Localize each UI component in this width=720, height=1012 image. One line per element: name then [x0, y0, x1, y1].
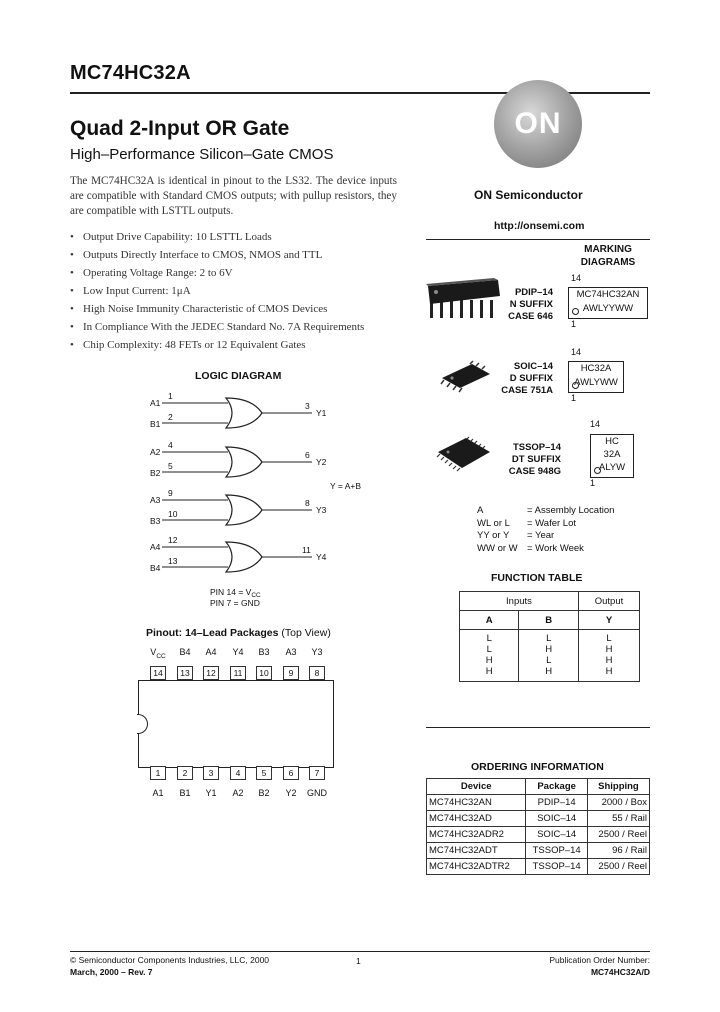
pin-label: 11: [302, 545, 311, 555]
input-b2-label: B2: [150, 468, 161, 478]
pin-number: 14: [150, 666, 166, 680]
pinout-bottom-pins: [150, 766, 340, 780]
on-semi-logo: ON: [494, 80, 582, 168]
pin-label: 1: [590, 478, 596, 488]
or-gate-3: [150, 488, 327, 526]
feature-item: • In Compliance With the JEDEC Standard No. 7A Requirements: [70, 320, 364, 338]
table-row: MC74HC32ADT TSSOP–14 96 / Rail: [427, 843, 650, 859]
divider: [426, 239, 650, 240]
input-a3-label: A3: [150, 495, 161, 505]
marking-diagrams-title: MARKING DIAGRAMS: [580, 244, 636, 268]
function-table-header-row: [460, 611, 640, 630]
input-a2-label: A2: [150, 447, 161, 457]
pin1-notch: [137, 714, 148, 734]
pin-name: A1: [152, 788, 164, 798]
power-note-gnd: PIN 7 = GND: [210, 598, 260, 608]
power-note-vcc: PIN $14 = V_{CC}$: [210, 587, 261, 599]
pin-name: A4: [205, 647, 217, 657]
column-header: Y: [579, 611, 640, 630]
or-gate-2: [150, 440, 327, 478]
group-header: Output: [579, 592, 640, 611]
pin-label: 5: [168, 461, 173, 471]
pin-label: 2: [168, 412, 173, 422]
pin-label: 1: [168, 391, 173, 401]
soic-package-label: SOIC–14 D SUFFIX CASE 751A: [501, 361, 553, 396]
pin-name: B2: [258, 788, 270, 798]
input-a4-label: A4: [150, 542, 161, 552]
output-y1-label: Y1: [316, 408, 327, 418]
pin-name: $V_{CC}$: [150, 647, 166, 660]
pdip-package-label: PDIP–14 N SUFFIX CASE 646: [508, 287, 553, 322]
feature-item: • Chip Complexity: 48 FETs or 12 Equivalent Gates: [70, 338, 364, 356]
pin-number: 11: [230, 666, 246, 680]
table-row: L H H: [460, 644, 640, 655]
ordering-header-row: Device Package Shipping: [427, 779, 650, 795]
marking-line: 32A: [603, 449, 621, 460]
logic-diagram-title: LOGIC DIAGRAM: [195, 370, 282, 382]
table-row: MC74HC32ADTR2 TSSOP–14 2500 / Reel: [427, 859, 650, 875]
pinout-top-labels: [146, 647, 336, 661]
tssop-marking-box: [590, 434, 634, 478]
pin-name: A3: [285, 647, 297, 657]
pin-number: 2: [177, 766, 193, 780]
table-row: MC74HC32AD SOIC–14 55 / Rail: [427, 811, 650, 827]
or-gate-1: [150, 391, 327, 429]
pin-number: 3: [203, 766, 219, 780]
dip-package-body: [138, 680, 334, 768]
pin-name: B3: [258, 647, 270, 657]
pin-name: Y3: [311, 647, 323, 657]
pin-label: 1: [571, 393, 577, 403]
divider: [426, 727, 650, 728]
logic-equation: Y = A+B: [330, 481, 362, 491]
pin-label: 14: [571, 273, 582, 283]
table-row: MC74HC32AN PDIP–14 2000 / Box: [427, 795, 650, 811]
table-row: L L L: [460, 630, 640, 645]
feature-list: [70, 230, 364, 356]
ordering-table: [426, 778, 650, 875]
legend-row: WW or W = Work Week: [477, 543, 584, 555]
publication-label: Publication Order Number:: [549, 955, 650, 965]
pin-name: A2: [232, 788, 244, 798]
copyright: © Semiconductor Components Industries, LLC, 2000: [70, 955, 270, 965]
pinout-title: Pinout: 14–Lead Packages (Top View): [146, 627, 331, 639]
pin-number: 7: [309, 766, 325, 780]
pin-number: 10: [256, 666, 272, 680]
pin-name: B1: [179, 788, 191, 798]
logic-diagram: [140, 385, 380, 615]
company-url[interactable]: http://onsemi.com: [494, 220, 585, 232]
marking-line: AWLYYWW: [582, 303, 634, 314]
marking-legend: [477, 505, 614, 556]
pin-label: 10: [168, 509, 178, 519]
table-row: H H H: [460, 666, 640, 682]
pin1-dot: [572, 308, 579, 315]
marking-line: AWLYWW: [574, 377, 618, 388]
footer-rule: [70, 951, 650, 952]
company-name: ON Semiconductor: [474, 188, 583, 202]
pin-label: 12: [168, 535, 178, 545]
pin-label: 3: [305, 401, 310, 411]
feature-item: • Operating Voltage Range: 2 to 6V: [70, 266, 364, 284]
pin-label: 13: [168, 556, 178, 566]
pin-number: 12: [203, 666, 219, 680]
pin-number: 1: [150, 766, 166, 780]
pin-label: 14: [590, 419, 601, 429]
pin-name: Y1: [205, 788, 217, 798]
publication-number: MC74HC32A/D: [590, 967, 650, 977]
marking-line: HC: [605, 436, 619, 447]
feature-item: • High Noise Immunity Characteristic of CMOS Devices: [70, 302, 364, 320]
description: The MC74HC32A is identical in pinout to the LS32. The device inputs are compatible with Standard CMOS outputs; with pullup resistors, they are compatible with LSTTL outputs.: [70, 175, 397, 217]
legend-row: WL or L = Wafer Lot: [477, 517, 577, 529]
pin1-dot: [572, 382, 579, 389]
legend-row: A = Assembly Location: [477, 505, 615, 516]
part-number: MC74HC32A: [70, 62, 191, 84]
input-b3-label: B3: [150, 516, 161, 526]
pin-label: 8: [305, 498, 310, 508]
pin-number: 6: [283, 766, 299, 780]
pinout-top-pins: [150, 666, 340, 680]
output-y4-label: Y4: [316, 552, 327, 562]
pinout-bottom-labels: [146, 788, 340, 802]
tssop-package-label: TSSOP–14 DT SUFFIX CASE 948G: [508, 442, 561, 477]
pin-label: 6: [305, 450, 310, 460]
pin-label: 9: [168, 488, 173, 498]
column-header: A: [460, 611, 519, 630]
revision-date: March, 2000 – Rev. 7: [70, 967, 153, 977]
column-header: B: [519, 611, 579, 630]
output-y3-label: Y3: [316, 505, 327, 515]
page-number: 1: [356, 956, 361, 966]
pin-name: Y4: [232, 647, 244, 657]
function-table-title: FUNCTION TABLE: [491, 572, 583, 584]
tssop-package-icon: [436, 436, 492, 476]
soic-marking-box: [568, 361, 624, 393]
marking-line: HC32A: [580, 363, 612, 374]
group-header: Inputs: [460, 592, 579, 611]
input-b1-label: B1: [150, 419, 161, 429]
pin-name: B4: [179, 647, 191, 657]
input-b4-label: B4: [150, 563, 161, 573]
marking-line: MC74HC32AN: [576, 289, 640, 300]
page-title: Quad 2-Input OR Gate: [70, 117, 290, 140]
pin-number: 8: [309, 666, 325, 680]
pin1-dot: [594, 467, 601, 474]
function-table: [459, 591, 640, 682]
feature-item: • Outputs Directly Interface to CMOS, NMOS and TTL: [70, 248, 364, 266]
feature-item: • Output Drive Capability: 10 LSTTL Loads: [70, 230, 364, 248]
table-row: MC74HC32ADR2 SOIC–14 2500 / Reel: [427, 827, 650, 843]
pin-name: Y2: [285, 788, 297, 798]
output-y2-label: Y2: [316, 457, 327, 467]
pin-name: GND: [307, 788, 327, 798]
pin-number: 13: [177, 666, 193, 680]
marking-line: ALYW: [598, 462, 626, 473]
pin-label: 14: [571, 347, 582, 357]
pin-number: 5: [256, 766, 272, 780]
table-row: H L H: [460, 655, 640, 666]
feature-item: • Low Input Current: 1μA: [70, 284, 364, 302]
pin-number: 4: [230, 766, 246, 780]
pin-label: 4: [168, 440, 173, 450]
pin-label: 1: [571, 319, 577, 329]
function-table-group-row: [460, 592, 640, 611]
page-subtitle: High–Performance Silicon–Gate CMOS: [70, 146, 334, 163]
legend-row: YY or Y = Year: [477, 530, 555, 542]
or-gate-4: [150, 535, 327, 573]
pdip-marking-box: [568, 287, 648, 319]
pin-number: 9: [283, 666, 299, 680]
ordering-info-title: ORDERING INFORMATION: [471, 761, 604, 773]
input-a1-label: A1: [150, 398, 161, 408]
